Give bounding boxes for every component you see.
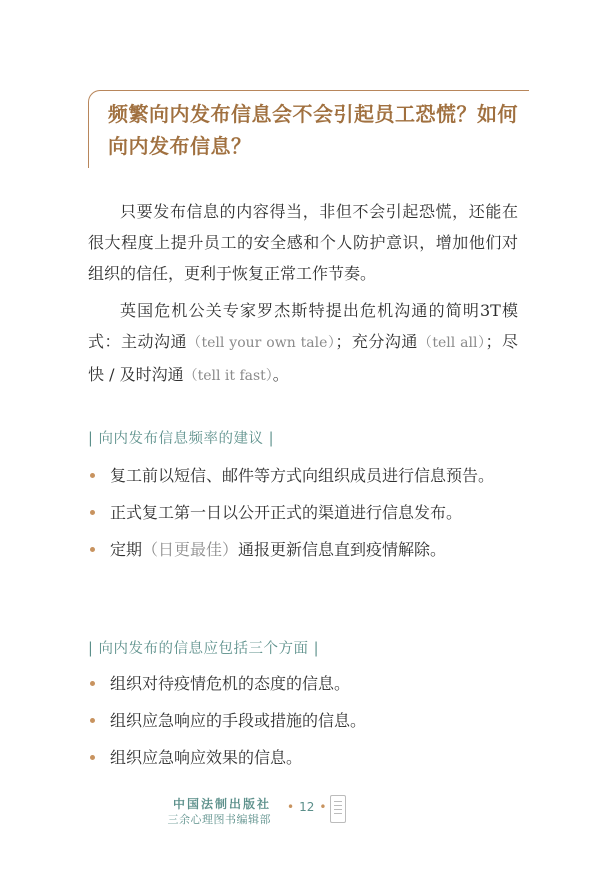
list-item-text: 组织应急响应效果的信息。 <box>110 748 303 767</box>
list-item-text: 组织应急响应的手段或措施的信息。 <box>110 711 367 730</box>
bullet-dot-icon <box>90 510 95 515</box>
frequency-list <box>90 460 520 571</box>
page-dot-right-icon: • <box>319 800 327 814</box>
list-item <box>90 742 520 773</box>
page-dot-left-icon: • <box>287 800 295 814</box>
list-item <box>90 534 520 565</box>
publisher-name: 中国法制出版社 <box>172 797 271 811</box>
content-list <box>90 668 520 779</box>
bullet-dot-icon <box>90 547 95 552</box>
list-item-text: 复工前以短信、邮件等方式向组织成员进行信息预告。 <box>110 466 495 485</box>
list-item-text-b: 通报更新信息直到疫情解除。 <box>238 540 447 559</box>
list-item <box>90 705 520 736</box>
list-item-text: 正式复工第一日以公开正式的渠道进行信息发布。 <box>110 503 463 522</box>
list-item-text: 组织对待疫情危机的态度的信息。 <box>110 674 351 693</box>
paragraph-2-text-1: 英国危机公关专家罗杰斯特提出危机沟通的简明3T模式：主动沟通 <box>88 301 518 351</box>
logo-mark-icon <box>330 795 346 823</box>
bullet-dot-icon <box>90 755 95 760</box>
list-item <box>90 668 520 699</box>
list-item-text-muted: （日更最佳） <box>142 540 239 559</box>
section-heading-frequency: | 向内发布信息频率的建议 | <box>88 431 274 447</box>
list-item <box>90 460 520 491</box>
title-frame-left <box>88 102 89 168</box>
paragraph-2-text-2: ；充分沟通 <box>335 332 418 351</box>
footer-publisher-block <box>96 796 271 828</box>
list-item <box>90 497 520 528</box>
department-name: 三余心理图书编辑部 <box>167 813 271 826</box>
paragraph-2-english-3: （tell it fast） <box>183 368 273 384</box>
paragraph-2-text-4: 。 <box>272 365 289 384</box>
paragraph-2-english-1: （tell your own tale） <box>186 335 336 351</box>
paragraph-2-text-3: ；尽快 / 及时沟通 <box>88 332 518 384</box>
page-title: 频繁向内发布信息会不会引起员工恐慌？如何向内发布信息？ <box>108 102 518 158</box>
paragraph-2-english-2: （tell all） <box>417 335 486 351</box>
bullet-dot-icon <box>90 681 95 686</box>
paragraph-1: 只要发布信息的内容得当，非但不会引起恐慌，还能在很大程度上提升员工的安全感和个人防护意识，增加他们对组织的信任，更利于恢复正常工作节奏。 <box>88 202 518 283</box>
section-heading-content: | 向内发布的信息应包括三个方面 | <box>88 641 319 657</box>
bullet-dot-icon <box>90 718 95 723</box>
bullet-dot-icon <box>90 473 95 478</box>
paragraph-2 <box>88 295 518 392</box>
list-item-text-a: 定期 <box>110 540 143 559</box>
page-number: 12 <box>299 800 315 814</box>
page-number-block <box>282 800 331 814</box>
title-box <box>88 90 528 168</box>
